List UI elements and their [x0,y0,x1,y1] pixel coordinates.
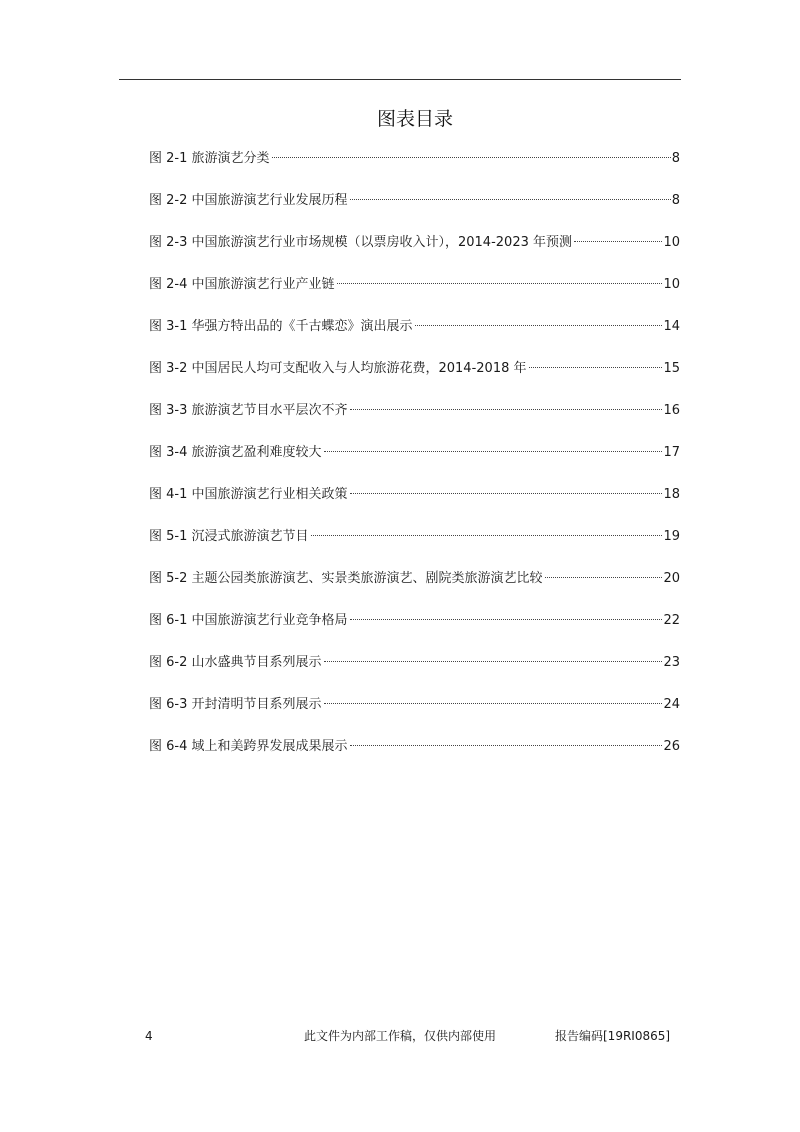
toc-entry-label: 图 2-1 旅游演艺分类 [149,151,270,166]
toc-entry-label: 图 5-2 主题公园类旅游演艺、实景类旅游演艺、剧院类旅游演艺比较 [149,571,543,586]
toc-dot-leader [574,241,662,242]
toc-entry-page: 8 [671,151,680,166]
toc-entry-label: 图 2-4 中国旅游演艺行业产业链 [149,277,335,292]
toc-entry-page: 19 [663,529,680,544]
toc-entry[interactable] [149,400,680,442]
toc-entry[interactable] [149,442,680,484]
toc-entry[interactable] [149,484,680,526]
toc-entry[interactable] [149,190,680,232]
toc-entry[interactable] [149,736,680,778]
toc-entry[interactable] [149,526,680,568]
toc-dot-leader [337,283,663,284]
toc-entry[interactable] [149,694,680,736]
toc-entry[interactable] [149,568,680,610]
toc-entry-page: 17 [663,445,680,460]
footer-notice: 此文件为内部工作稿，仅供内部使用 [304,1029,497,1043]
toc-entry-label: 图 2-2 中国旅游演艺行业发展历程 [149,193,348,208]
toc-entry-label: 图 6-4 域上和美跨界发展成果展示 [149,739,348,754]
toc-entry-label: 图 3-3 旅游演艺节目水平层次不齐 [149,403,348,418]
toc-entry-label: 图 6-3 开封清明节目系列展示 [149,697,322,712]
toc-entry[interactable] [149,652,680,694]
toc-dot-leader [350,199,671,200]
toc-dot-leader [529,367,663,368]
toc-entry-label: 图 3-4 旅游演艺盈利难度较大 [149,445,322,460]
toc-entry[interactable] [149,316,680,358]
toc-dot-leader [350,493,663,494]
toc-dot-leader [350,619,663,620]
page-title: 图表目录 [376,108,453,130]
toc-entry[interactable] [149,274,680,316]
toc-entry-page: 20 [663,571,680,586]
toc-entry-label: 图 5-1 沉浸式旅游演艺节目 [149,529,309,544]
toc-entry-label: 图 2-3 中国旅游演艺行业市场规模（以票房收入计），2014-2023 年预测 [149,235,572,250]
toc-entry-page: 16 [663,403,680,418]
toc-dot-leader [324,661,663,662]
toc-dot-leader [272,157,671,158]
toc-entry-page: 15 [663,361,680,376]
toc-entry-page: 10 [663,235,680,250]
footer-report-code: 报告编码[19RI0865] [555,1029,671,1043]
toc-entry-label: 图 6-2 山水盛典节目系列展示 [149,655,322,670]
toc-entry-page: 26 [663,739,680,754]
toc-entry-page: 23 [663,655,680,670]
toc-dot-leader [311,535,663,536]
header-rule [119,79,681,80]
footer-page-number: 4 [145,1029,153,1043]
toc-entry[interactable] [149,358,680,400]
toc-dot-leader [415,325,663,326]
toc-entry-page: 10 [663,277,680,292]
toc-entry-label: 图 3-1 华强方特出品的《千古蝶恋》演出展示 [149,319,413,334]
toc-entry-page: 22 [663,613,680,628]
toc-entry-page: 24 [663,697,680,712]
toc-dot-leader [545,577,663,578]
toc-dot-leader [350,409,663,410]
toc-entry-page: 18 [663,487,680,502]
toc-entry-label: 图 6-1 中国旅游演艺行业竞争格局 [149,613,348,628]
toc-entry-label: 图 3-2 中国居民人均可支配收入与人均旅游花费，2014-2018 年 [149,361,527,376]
toc-entry-page: 8 [671,193,680,208]
toc-entry[interactable] [149,610,680,652]
toc-dot-leader [324,703,663,704]
toc-entry-label: 图 4-1 中国旅游演艺行业相关政策 [149,487,348,502]
toc-entry-page: 14 [663,319,680,334]
toc-entry[interactable] [149,148,680,190]
toc-dot-leader [324,451,663,452]
figure-list [149,148,680,778]
toc-dot-leader [350,745,663,746]
toc-entry[interactable] [149,232,680,274]
